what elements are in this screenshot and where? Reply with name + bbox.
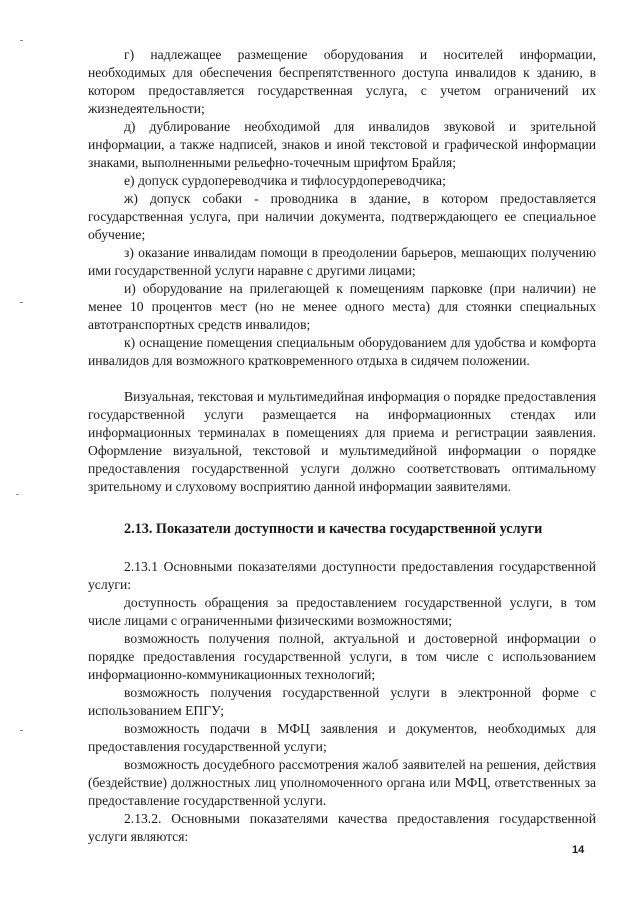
paragraph-item-zh: ж) допуск собаки - проводника в здание, в котором предоставляется государственная услуга, при наличии документа, подтверждающего ее специальное обучение;: [88, 191, 596, 242]
paragraph-mfc-submission: возможность подачи в МФЦ заявления и документов, необходимых для предоставления государственной услуги;: [88, 721, 596, 754]
paragraph-pretrial-complaints: возможность досудебного рассмотрения жалоб заявителей на решения, действия (бездействие) должностных лиц уполномоченного органа или МФЦ, ответственных за предоставление государственной услуги.: [88, 757, 596, 808]
paragraph-accessibility-appeal: доступность обращения за предоставлением государственной услуги, в том числе лицами с ограниченными физическими возможностями;: [88, 595, 596, 628]
scan-margin-mark: [20, 730, 23, 731]
paragraph-visual-info: Визуальная, текстовая и мультимедийная информация о порядке предоставления государственной услуги размещается на информационных стендах или информационных терминалах в помещениях для приема и регистрации заявления. Оформление визуальной, текстовой и мультимедийной информации о порядке предоставления государственной услуги должно соответствовать оптимальному зрительному и слуховому восприятию данной информации заявителями.: [88, 389, 596, 494]
paragraph-item-k: к) оснащение помещения специальным оборудованием для удобства и комфорта инвалидов для возможного кратковременного отдыха в сидячем положении.: [88, 335, 596, 368]
page-number: 14: [572, 844, 585, 856]
scan-margin-mark: [16, 494, 19, 495]
paragraph-item-g: г) надлежащее размещение оборудования и носителей информации, необходимых для обеспечения беспрепятственного доступа инвалидов к зданию, в котором предоставляется государственная услуга, с учетом ограничений их жизнедеятельности;: [88, 47, 596, 116]
paragraph-2-13-1: 2.13.1 Основными показателями доступности предоставления государственной услуги:: [88, 559, 596, 592]
paragraph-electronic-form: возможность получения государственной услуги в электронной форме с использованием ЕПГУ;: [88, 685, 596, 718]
paragraph-item-e: е) допуск сурдопереводчика и тифлосурдопереводчика;: [124, 173, 446, 188]
section-heading: 2.13. Показатели доступности и качества государственной услуги: [124, 521, 543, 537]
paragraph-item-z: з) оказание инвалидам помощи в преодолении барьеров, мешающих получению ими государственной услуги наравне с другими лицами;: [88, 245, 596, 278]
scan-margin-mark: [20, 302, 23, 303]
paragraph-2-13-2: 2.13.2. Основными показателями качества предоставления государственной услуги являются:: [88, 811, 596, 844]
scan-margin-mark: [20, 40, 23, 41]
paragraph-item-i: и) оборудование на прилегающей к помещениям парковке (при наличии) не менее 10 процентов мест (но не менее одного места) для стоянки специальных автотранспортных средств инвалидов;: [88, 281, 596, 332]
paragraph-item-d: д) дублирование необходимой для инвалидов звуковой и зрительной информации, а также надписей, знаков и иной текстовой и графической информации знаками, выполненными рельефно-точечным шрифтом Брайля;: [88, 119, 596, 170]
paragraph-full-info: возможность получения полной, актуальной и достоверной информации о порядке предоставления государственной услуги, в том числе с использованием информационно-коммуникационных технологий;: [88, 631, 596, 682]
